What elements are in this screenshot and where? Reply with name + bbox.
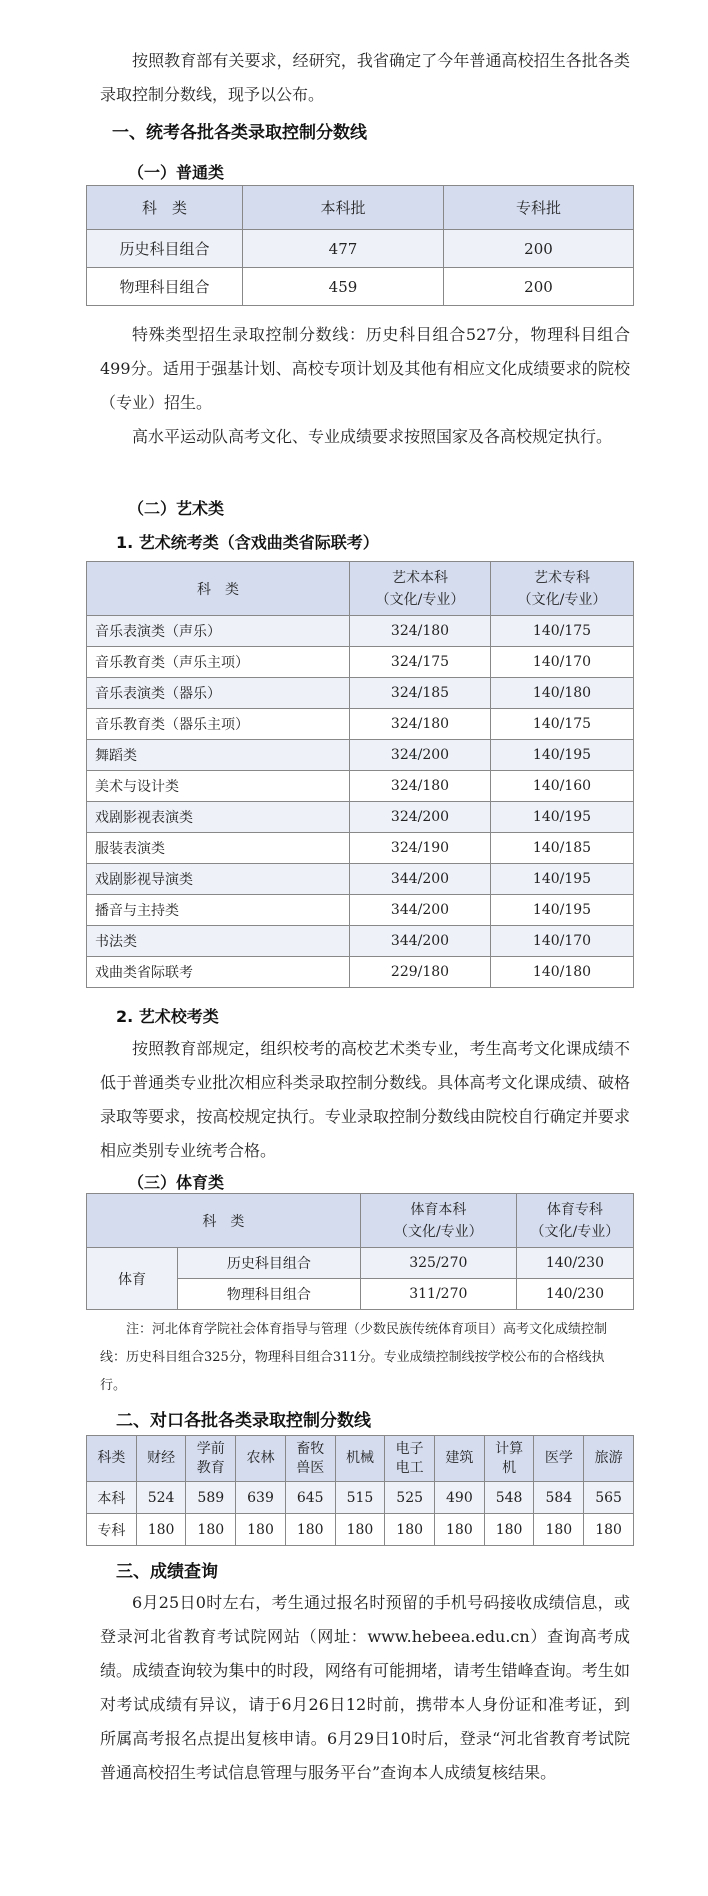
art-table-body [87,616,634,988]
table-row [87,895,634,926]
table-row [87,1514,634,1546]
table-row [87,678,634,709]
vocational-header-cell: 农林 [236,1436,286,1482]
subsection-art-title: （二）艺术类 [128,499,225,518]
table-row [87,957,634,988]
row-subject: 音乐表演类（器乐） [87,678,350,709]
table-row [87,833,634,864]
row-subject: 播音与主持类 [87,895,350,926]
vocational-table [86,1435,634,1546]
table-row [87,802,634,833]
row-zhuanke: 140/180 [491,957,634,988]
row-benke: 324/175 [350,647,491,678]
row-benke: 344/200 [350,926,491,957]
row-score: 180 [236,1514,286,1546]
row-subject: 历史科目组合 [87,230,243,268]
special-type-paragraph: 特殊类型招生录取控制分数线：历史科目组合527分，物理科目组合499分。适用于强基计划、高校专项计划及其他有相应文化成绩要求的院校（专业）招生。 [100,325,630,412]
row-score: 584 [534,1482,584,1514]
row-benke: 459 [243,268,444,306]
row-benke: 477 [243,230,444,268]
row-benke: 229/180 [350,957,491,988]
table-row [87,647,634,678]
row-zhuanke: 140/175 [491,616,634,647]
vocational-header-cell: 旅游 [584,1436,634,1482]
art-school-exam-paragraph: 按照教育部规定，组织校考的高校艺术类专业，考生高考文化课成绩不低于普通类专业批次相应科类录取控制分数线。具体高考文化课成绩、破格录取等要求，按高校规定执行。专业录取控制分数线由院校自行确定并要求相应类别专业统考合格。 [100,1039,630,1160]
row-zhuanke: 140/185 [491,833,634,864]
header-subject: 科 类 [87,186,243,230]
row-score: 180 [534,1514,584,1546]
row-zhuanke: 140/170 [491,926,634,957]
row-zhuanke: 140/195 [491,895,634,926]
vocational-header-cell: 医学 [534,1436,584,1482]
header-subject: 科 类 [87,1194,361,1248]
row-subject: 音乐教育类（器乐主项） [87,709,350,740]
row-score: 180 [285,1514,335,1546]
row-benke: 344/200 [350,864,491,895]
header-line: 艺术专科 [534,569,590,586]
row-zhuanke: 200 [444,268,634,306]
row-subject: 物理科目组合 [178,1279,361,1310]
header-pe-benke [360,1194,516,1248]
table-row [87,1248,634,1279]
general-table [86,185,634,306]
row-subject: 历史科目组合 [178,1248,361,1279]
row-score: 180 [136,1514,186,1546]
art-table [86,561,634,988]
header-pe-zhuanke [516,1194,633,1248]
row-benke: 324/190 [350,833,491,864]
row-benke: 324/180 [350,771,491,802]
header-line: 体育专科 [546,1201,603,1218]
row-score: 515 [335,1482,385,1514]
row-zhuanke: 140/180 [491,678,634,709]
row-score: 180 [385,1514,435,1546]
art-unified-title: 1. 艺术统考类（含戏曲类省际联考） [116,533,379,552]
table-row [87,230,634,268]
art-school-exam-title: 2. 艺术校考类 [116,1007,219,1026]
row-score: 525 [385,1482,435,1514]
row-label: 本科 [87,1482,137,1514]
row-subject: 戏剧影视表演类 [87,802,350,833]
row-benke: 324/200 [350,802,491,833]
section-3-title: 三、成绩查询 [116,1562,218,1582]
row-score: 524 [136,1482,186,1514]
row-score: 490 [435,1482,485,1514]
pe-note: 注：河北体育学院社会体育指导与管理（少数民族传统体育项目）高考文化成绩控制线：历史科目组合325分，物理科目组合311分。专业成绩控制线按学校公布的合格线执行。 [100,1322,608,1393]
header-benke: 本科批 [243,186,444,230]
row-score: 180 [335,1514,385,1546]
header-art-zhuanke [491,562,634,616]
row-subject: 物理科目组合 [87,268,243,306]
vocational-header-cell: 电子 电工 [385,1436,435,1482]
row-subject: 戏剧影视导演类 [87,864,350,895]
header-line: 艺术本科 [392,569,448,586]
row-score: 180 [186,1514,236,1546]
row-subject: 舞蹈类 [87,740,350,771]
section-1-title: 一、统考各批各类录取控制分数线 [112,123,367,143]
table-row [87,864,634,895]
row-subject: 美术与设计类 [87,771,350,802]
subsection-pe-title: （三）体育类 [128,1173,225,1192]
header-line: （文化/专业） [517,591,607,608]
row-subject: 书法类 [87,926,350,957]
header-line: （文化/专业） [375,591,465,608]
header-art-benke [350,562,491,616]
intro-paragraph: 按照教育部有关要求，经研究，我省确定了今年普通高校招生各批各类录取控制分数线，现予以公布。 [100,51,630,104]
row-score: 645 [285,1482,335,1514]
row-benke: 324/200 [350,740,491,771]
pe-group-cell: 体育 [87,1248,178,1310]
row-subject: 服装表演类 [87,833,350,864]
row-zhuanke: 140/195 [491,864,634,895]
row-zhuanke: 200 [444,230,634,268]
table-row [87,1482,634,1514]
vocational-header-cell: 科类 [87,1436,137,1482]
table-row [87,616,634,647]
row-subject: 音乐教育类（声乐主项） [87,647,350,678]
vocational-header-row [87,1436,634,1482]
row-score: 565 [584,1482,634,1514]
row-score: 180 [584,1514,634,1546]
vocational-header-cell: 计算 机 [484,1436,534,1482]
row-benke: 325/270 [360,1248,516,1279]
score-query-paragraph: 6月25日0时左右，考生通过报名时预留的手机号码接收成绩信息，或登录河北省教育考试院网站（网址：www.hebeea.edu.cn）查询高考成绩。成绩查询较为集中的时段，网络有可能拥堵，请考生错峰查询。考生如对考试成绩有异议，请于6月26日12时前，携带本人身份证和准考证，到所属高考报名点提出复核申请。6月29日10时后，登录“河北省教育考试院普通高校招生考试信息管理与服务平台”查询本人成绩复核结果。 [100,1593,630,1782]
pe-table [86,1193,634,1310]
sports-team-paragraph: 高水平运动队高考文化、专业成绩要求按照国家及各高校规定执行。 [132,427,613,446]
row-score: 548 [484,1482,534,1514]
row-zhuanke: 140/195 [491,740,634,771]
row-subject: 音乐表演类（声乐） [87,616,350,647]
row-zhuanke: 140/175 [491,709,634,740]
row-benke: 311/270 [360,1279,516,1310]
row-benke: 324/180 [350,616,491,647]
row-benke: 344/200 [350,895,491,926]
row-score: 180 [484,1514,534,1546]
vocational-header-cell: 畜牧 兽医 [285,1436,335,1482]
vocational-header-cell: 学前 教育 [186,1436,236,1482]
row-benke: 324/185 [350,678,491,709]
row-zhuanke: 140/160 [491,771,634,802]
row-score: 180 [435,1514,485,1546]
table-row [87,926,634,957]
subsection-general-title: （一）普通类 [128,163,225,182]
row-label: 专科 [87,1514,137,1546]
row-zhuanke: 140/195 [491,802,634,833]
table-row [87,740,634,771]
row-score: 589 [186,1482,236,1514]
table-row [87,771,634,802]
header-line: （文化/专业） [393,1223,483,1240]
header-line: 体育本科 [410,1201,467,1218]
table-row [87,268,634,306]
table-row [87,709,634,740]
row-zhuanke: 140/230 [516,1279,633,1310]
row-score: 639 [236,1482,286,1514]
vocational-header-cell: 财经 [136,1436,186,1482]
row-benke: 324/180 [350,709,491,740]
vocational-header-cell: 机械 [335,1436,385,1482]
section-2-title: 二、对口各批各类录取控制分数线 [116,1411,371,1431]
header-line: （文化/专业） [530,1223,620,1240]
row-zhuanke: 140/230 [516,1248,633,1279]
vocational-header-cell: 建筑 [435,1436,485,1482]
row-zhuanke: 140/170 [491,647,634,678]
header-subject: 科 类 [87,562,350,616]
row-subject: 戏曲类省际联考 [87,957,350,988]
header-zhuanke: 专科批 [444,186,634,230]
